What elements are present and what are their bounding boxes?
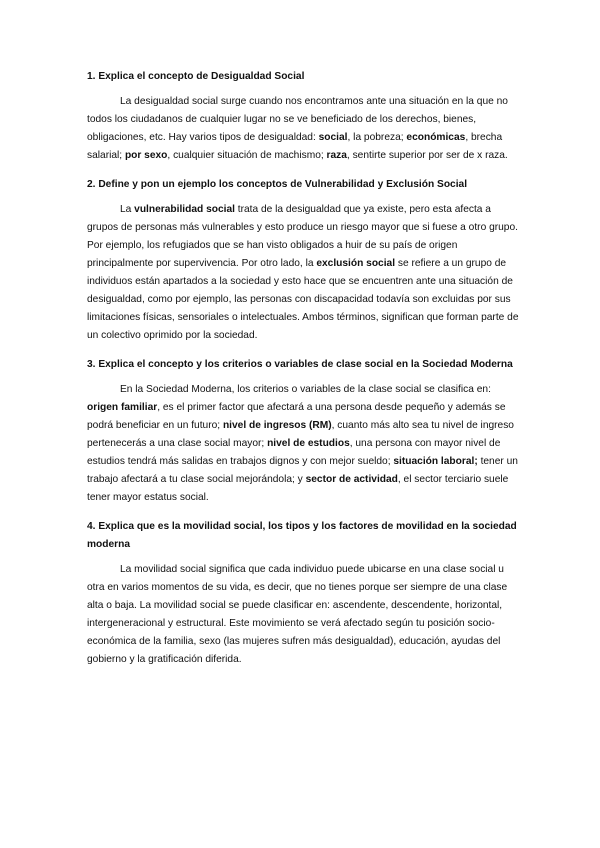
answer-3-text: , cuanto más alto sea tu nivel de ingreso pertenecerás a una clase social mayor; [87,420,514,449]
answer-4-paragraph [87,561,519,669]
answer-4-text: La movilidad social significa que cada individuo puede ubicarse en una clase social u otra en varios momentos de su vida, es decir, que no tienes porque ser siempre de una clase alta o baja. La movilidad social se puede clasificar en: ascendente, descendente, horizontal, intergeneracional y estructural. Este movimiento se verá afectado según tu posición socio-económica de la familia, sexo (las mujeres sufren más desigualdad), educación, ayudas del gobierno y la gratificación diferida. [87,564,508,665]
answer-1-text: , cualquier situación de machismo; [167,150,327,161]
answer-2-bold-vulnerabilidad: vulnerabilidad social [134,204,235,215]
answer-1-text: , brecha salarial; [87,132,503,161]
answer-3-bold-sector: sector de actividad [305,474,398,485]
answer-2-text: trata de la desigualdad que ya existe, pero esta afecta a grupos de personas más vulnerables y esto produce un riesgo mayor que si fuese a otro grupo. Por ejemplo, los refugiados que se han visto obligados a huir de su país de origen principalmente por supervivencia. Por otro lado, la [87,204,518,269]
answer-3-bold-origen: origen familiar [87,402,158,413]
answer-2-paragraph [87,201,519,345]
answer-3-bold-estudios: nivel de estudios [267,438,350,449]
answer-1-bold-social: social [318,132,348,143]
answer-2-bold-exclusion: exclusión social [316,258,396,269]
answer-1-text: , sentirte superior por ser de x raza. [346,150,508,161]
question-3-heading: 3. Explica el concepto y los criterios o variables de clase social en la Sociedad Moderna [87,359,513,370]
answer-3-paragraph [87,381,519,507]
answer-1-paragraph [87,93,519,165]
answer-1-bold-por-sexo: por sexo [124,150,168,161]
answer-1-bold-raza: raza [326,150,347,161]
answer-3-text: , una persona con mayor nivel de estudios tendrá más salidas en trabajos dignos y con mejor sueldo; [87,438,501,467]
answer-3-text: , el sector terciario suele tener mayor estatus social. [87,474,509,503]
answer-3-text: En la Sociedad Moderna, los criterios o variables de la clase social se clasifica en: [120,384,491,395]
question-2-heading: 2. Define y pon un ejemplo los conceptos de Vulnerabilidad y Exclusión Social [87,179,468,190]
answer-1-text: La desigualdad social surge cuando nos encontramos ante una situación en la que no todos los ciudadanos de cualquier lugar no se ve beneficiado de los derechos, bienes, obligaciones, etc. Hay varios tipos de desigualdad: [87,96,508,143]
answer-1-text: , la pobreza; [347,132,407,143]
answer-2-text: La [120,204,135,215]
answer-3-text: tener un trabajo afectará a tu clase social mejorándola; y [87,456,518,485]
answer-1-bold-economicas: económicas [406,132,466,143]
question-1-heading: 1. Explica el concepto de Desigualdad Social [87,71,305,82]
answer-2-text: se refiere a un grupo de individuos están apartados a la sociedad y esto hace que se encuentren ante una situación de desigualdad, como por ejemplo, las personas con discapacidad todavía son excluidas por sus limitaciones físicas, sensoriales o intelectuales. Ambos términos, significan que forman parte de un colectivo oprimido por la sociedad. [87,258,519,341]
answer-3-bold-situacion: situación laboral; [393,456,478,467]
answer-3-text: , es el primer factor que afectará a una persona desde pequeño y además se podrá beneficiar en un futuro; [87,402,506,431]
question-4-heading: 4. Explica que es la movilidad social, los tipos y los factores de movilidad en la sociedad moderna [87,521,517,550]
document-content [87,68,519,680]
answer-3-bold-ingresos: nivel de ingresos (RM) [222,420,332,431]
